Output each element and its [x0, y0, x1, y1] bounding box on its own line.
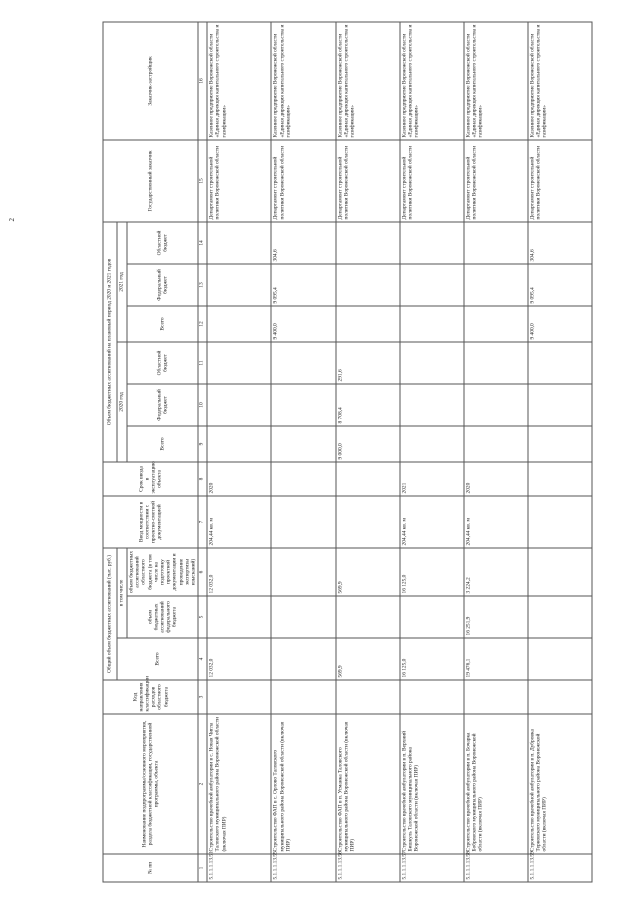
row-cell: 2021	[400, 462, 464, 496]
row-cell	[336, 462, 400, 496]
row-cell: 12 032,0	[207, 548, 271, 596]
row-cell: 9 095,4	[528, 264, 592, 306]
col-number: 13	[198, 264, 207, 306]
row-developer: Казенное предприятие Воронежской области «Единая дирекция капитального строительства и газификации»	[271, 22, 335, 140]
header-cost-incl: в том числе	[117, 548, 127, 638]
header-2020-reg: Областной бюджет	[127, 342, 198, 384]
row-name: Строительство ФАП в с. Орлово Таловского муниципального района Воронежской области (включая ПИР)	[271, 714, 335, 854]
row-cell	[400, 426, 464, 462]
row-cell: 9 000,0	[336, 426, 400, 462]
col-number: 1	[198, 854, 207, 882]
row-cell	[464, 680, 528, 714]
row-cell: 9 400,0	[528, 306, 592, 342]
row-cell	[271, 596, 335, 638]
col-number: 6	[198, 548, 207, 596]
col-number: 2	[198, 714, 207, 854]
col-number: 10	[198, 384, 207, 426]
row-cell	[271, 384, 335, 426]
row-cell	[464, 426, 528, 462]
table-row	[464, 22, 528, 882]
row-cell: 9 095,4	[271, 264, 335, 306]
row-cell	[207, 342, 271, 384]
header-financing-group: Объем бюджетных ассигнований на плановый период 2020 и 2021 годов	[103, 222, 117, 462]
row-code: 5.1.1.1.13.59	[528, 854, 592, 882]
row-code: 5.1.1.1.13.51	[207, 854, 271, 882]
col-number: 4	[198, 638, 207, 680]
row-cell	[336, 596, 400, 638]
row-cell	[271, 680, 335, 714]
row-cell	[464, 306, 528, 342]
header-cost-group: Общий объем бюджетных ассигнований (тыс. руб.)	[103, 548, 117, 680]
header-code: Код направления классификации расходов областного бюджета	[103, 680, 198, 714]
header-year-2020: 2020 год	[117, 342, 127, 462]
row-customer: Департамент строительной политики Воронежской области	[400, 140, 464, 222]
header-developer: Заказчик-застройщик	[103, 22, 198, 140]
row-code: 5.1.1.1.13.58	[464, 854, 528, 882]
row-name: Строительство ФАП в п. Усманка Таловского муниципального района Воронежской области (включая ПИР)	[336, 714, 400, 854]
row-customer: Департамент строительной политики Воронежской области	[528, 140, 592, 222]
row-cell	[271, 426, 335, 462]
row-cell	[400, 680, 464, 714]
page-number: 2	[8, 218, 16, 222]
col-number: 7	[198, 496, 207, 548]
header-name: Наименование подпрограммы/основного мероприятия, раздела бюджетной классификации, государственной программы, объекта	[103, 714, 198, 854]
row-cell	[528, 384, 592, 426]
row-cell: 304,6	[271, 222, 335, 264]
row-customer: Департамент строительной политики Воронежской области	[271, 140, 335, 222]
row-name: Строительство врачебной амбулатории в с. Новая Чигла Таловского муниципального района Воронежской области (включая ПИР)	[207, 714, 271, 854]
row-cell	[400, 306, 464, 342]
row-name: Строительство врачебной амбулатории в п. Верхний Бишкуль Таловского муниципального района Воронежской области (включая ПИР)	[400, 714, 464, 854]
row-cell	[528, 638, 592, 680]
col-number: 8	[198, 462, 207, 496]
row-cell	[528, 596, 592, 638]
row-cell: 2020	[207, 462, 271, 496]
row-cell	[336, 306, 400, 342]
row-cell: 2020	[464, 462, 528, 496]
col-number: 16	[198, 22, 207, 140]
row-cell: 291,6	[336, 342, 400, 384]
row-cell	[464, 342, 528, 384]
row-cell	[464, 222, 528, 264]
row-cell	[528, 548, 592, 596]
row-cell	[207, 426, 271, 462]
row-cell	[528, 462, 592, 496]
header-cost-fed: объем бюджетных ассигнований федерального бюджета	[127, 596, 198, 638]
row-cell	[400, 384, 464, 426]
row-developer: Казенное предприятие Воронежской области «Единая дирекция капитального строительства и газификации»	[336, 22, 400, 140]
header-cost-total: Всего	[117, 638, 198, 680]
col-number: 11	[198, 342, 207, 384]
row-cell	[271, 496, 335, 548]
col-number: 5	[198, 596, 207, 638]
row-developer: Казенное предприятие Воронежской области «Единая дирекция капитального строительства и газификации»	[464, 22, 528, 140]
row-cell: 16 251,9	[464, 596, 528, 638]
column-number-row	[198, 22, 207, 882]
header-2021-total: Всего	[127, 306, 198, 342]
row-cell	[207, 222, 271, 264]
row-cell: 19 476,1	[464, 638, 528, 680]
header-state-customer: Государственный заказчик	[103, 140, 198, 222]
row-cell	[464, 264, 528, 306]
row-code: 5.1.1.1.13.57	[400, 854, 464, 882]
table-row	[207, 22, 271, 882]
row-cell: 204,44 кв. м	[207, 496, 271, 548]
row-developer: Казенное предприятие Воронежской области «Единая дирекция капитального строительства и газификации»	[207, 22, 271, 140]
col-number: 15	[198, 140, 207, 222]
row-cell: 204,44 кв. м	[464, 496, 528, 548]
row-cell	[207, 384, 271, 426]
row-cell: 16 125,0	[400, 548, 464, 596]
table-row	[271, 22, 335, 882]
row-developer: Казенное предприятие Воронежской области «Единая дирекция капитального строительства и газификации»	[400, 22, 464, 140]
row-cell	[271, 462, 335, 496]
header-num: № пп	[103, 854, 198, 882]
row-cell: 204,44 кв. м	[400, 496, 464, 548]
table-row	[528, 22, 592, 882]
row-cell: 8 708,4	[336, 384, 400, 426]
row-cell	[336, 680, 400, 714]
row-customer: Департамент строительной политики Воронежской области	[464, 140, 528, 222]
row-cell	[528, 426, 592, 462]
row-cell	[400, 222, 464, 264]
table-row	[336, 22, 400, 882]
row-cell: 9 400,0	[271, 306, 335, 342]
row-cell	[528, 680, 592, 714]
header-2020-fed: Федеральный бюджет	[127, 384, 198, 426]
col-number: 14	[198, 222, 207, 264]
header-2021-reg: Областной бюджет	[127, 222, 198, 264]
row-cell: 12 032,0	[207, 638, 271, 680]
row-cell	[207, 264, 271, 306]
table-row	[400, 22, 464, 882]
header-cost-reg: объем бюджетных ассигнований областного бюджета (в том числе на подготовку проектной документации и проведение экспертизы изысканий)	[127, 548, 198, 596]
row-code: 5.1.1.1.13.55	[271, 854, 335, 882]
row-cell	[400, 342, 464, 384]
row-cell: 3 224,2	[464, 548, 528, 596]
row-customer: Департамент строительной политики Воронежской области	[336, 140, 400, 222]
row-cell	[271, 638, 335, 680]
rotated-table-sheet	[103, 23, 578, 883]
header-2021-fed: Федеральный бюджет	[127, 264, 198, 306]
col-number: 12	[198, 306, 207, 342]
investment-objects-table	[103, 21, 593, 882]
row-cell	[528, 496, 592, 548]
row-cell: 16 125,0	[400, 638, 464, 680]
col-number: 3	[198, 680, 207, 714]
col-number: 9	[198, 426, 207, 462]
header-2020-total: Всего	[127, 426, 198, 462]
row-cell	[400, 264, 464, 306]
header-term: Срок ввода в эксплуатацию объекта	[103, 462, 198, 496]
header-year-2021: 2021 год	[117, 222, 127, 342]
row-cell	[207, 306, 271, 342]
row-cell	[400, 596, 464, 638]
row-developer: Казенное предприятие Воронежской области «Единая дирекция капитального строительства и газификации»	[528, 22, 592, 140]
row-name: Строительство врачебной амбулатории в п. Бочарка Бобровского муниципального района Воронежской области (включая ПИР)	[464, 714, 528, 854]
row-cell: 304,6	[528, 222, 592, 264]
row-cell	[207, 596, 271, 638]
row-cell	[336, 496, 400, 548]
row-cell	[528, 342, 592, 384]
row-cell	[464, 384, 528, 426]
row-cell	[207, 680, 271, 714]
row-cell: 569,9	[336, 548, 400, 596]
row-customer: Департамент строительной политики Воронежской области	[207, 140, 271, 222]
row-cell	[336, 222, 400, 264]
row-name: Строительство врачебной амбулатории в п. Дубровка Терновского муниципального района Воронежской области (включая ПИР)	[528, 714, 592, 854]
row-cell: 569,9	[336, 638, 400, 680]
row-cell	[336, 264, 400, 306]
header-capacity: Ввод мощности в соответствии с проектно-сметной документацией	[103, 496, 198, 548]
row-cell	[271, 548, 335, 596]
row-cell	[271, 342, 335, 384]
row-code: 5.1.1.1.13.56	[336, 854, 400, 882]
